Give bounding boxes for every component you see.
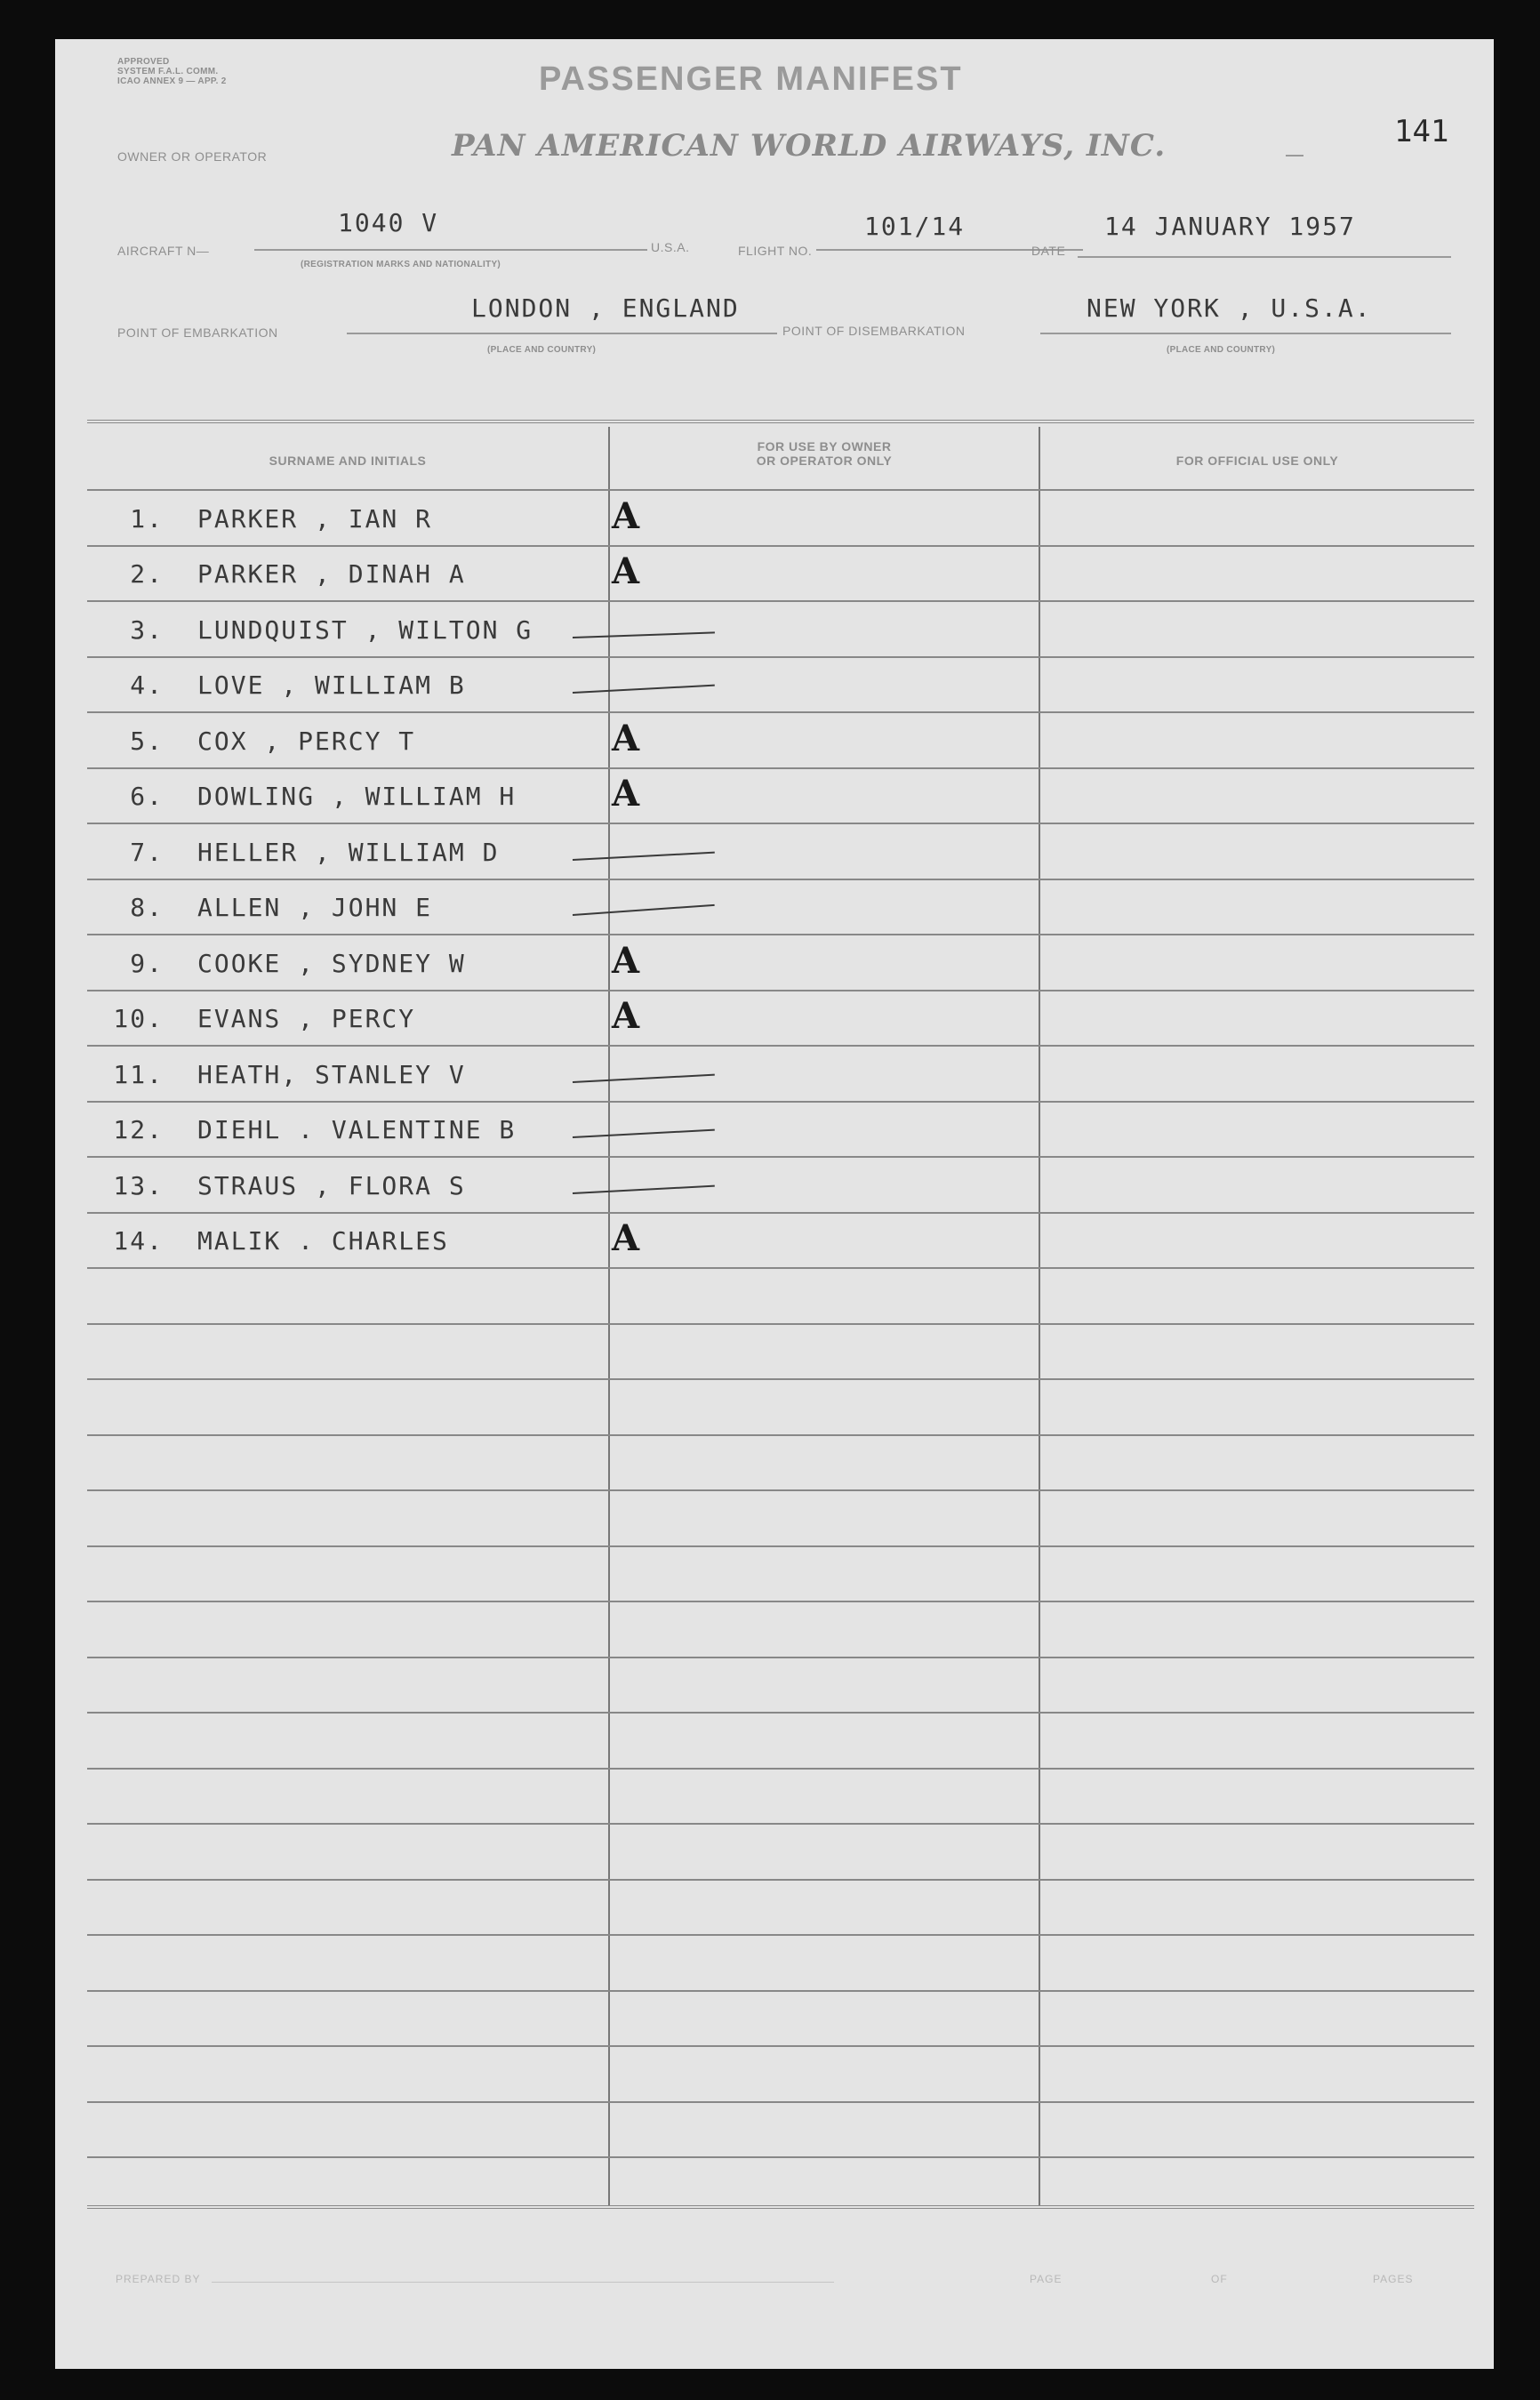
passenger-number: 10. (113, 1004, 164, 1033)
passenger-name: PARKER , IAN R (197, 504, 433, 534)
passenger-number: 5. (130, 726, 164, 756)
passenger-number: 7. (130, 838, 164, 867)
aircraft-value: 1040 V (338, 208, 439, 237)
row-rule (87, 2156, 1474, 2158)
passenger-number: 9. (130, 949, 164, 978)
passenger-name: LUNDQUIST , WILTON G (197, 615, 533, 645)
pages-label: PAGES (1373, 2273, 1414, 2285)
column-header-owner (610, 439, 1039, 468)
handwritten-dash (573, 904, 715, 916)
document-title: PASSENGER MANIFEST (539, 60, 963, 98)
row-rule (87, 1879, 1474, 1881)
passenger-name: MALIK . CHARLES (197, 1226, 449, 1256)
row-rule (87, 879, 1474, 880)
passenger-name: PARKER , DINAH A (197, 559, 466, 589)
owner-label: OWNER OR OPERATOR (117, 149, 268, 164)
approval-line: APPROVED (117, 57, 170, 67)
row-rule (87, 1712, 1474, 1714)
column-divider (1039, 427, 1040, 2205)
passenger-number: 8. (130, 893, 164, 922)
row-rule (87, 656, 1474, 658)
passenger-name: HEATH, STANLEY V (197, 1060, 466, 1089)
table-bottom-rule (87, 2205, 1474, 2209)
passenger-number: 1. (130, 504, 164, 534)
passenger-name: DIEHL . VALENTINE B (197, 1115, 517, 1144)
row-rule (87, 2101, 1474, 2103)
passenger-number: 3. (130, 615, 164, 645)
prepared-by-label: PREPARED BY (116, 2273, 201, 2285)
row-rule (87, 1323, 1474, 1325)
row-rule (87, 1212, 1474, 1214)
column-header-name: SURNAME AND INITIALS (269, 454, 427, 468)
row-rule (87, 767, 1474, 769)
handwritten-dash (573, 1129, 715, 1138)
approval-line: SYSTEM F.A.L. COMM. (117, 67, 219, 76)
row-rule (87, 489, 1474, 491)
row-rule (87, 600, 1474, 602)
handwritten-dash (573, 1185, 715, 1194)
embarkation-sublabel: (PLACE AND COUNTRY) (487, 345, 597, 355)
row-rule (87, 1267, 1474, 1269)
row-rule (87, 1990, 1474, 1992)
date-underline (1078, 256, 1451, 258)
owner-underline (1286, 155, 1303, 157)
passenger-name: HELLER , WILLIAM D (197, 838, 500, 867)
prepared-by-underline (212, 2282, 834, 2283)
row-rule (87, 1434, 1474, 1436)
passenger-number: 11. (113, 1060, 164, 1089)
passenger-number: 14. (113, 1226, 164, 1256)
row-rule (87, 1045, 1474, 1047)
row-rule (87, 1101, 1474, 1103)
approval-line: ICAO ANNEX 9 — APP. 2 (117, 76, 227, 86)
row-rule (87, 1657, 1474, 1658)
disembarkation-label: POINT OF DISEMBARKATION (782, 324, 966, 338)
passenger-number: 13. (113, 1171, 164, 1200)
passenger-name: LOVE , WILLIAM B (197, 670, 466, 700)
passenger-name: COX , PERCY T (197, 726, 416, 756)
manifest-sheet (55, 39, 1494, 2369)
row-rule (87, 1545, 1474, 1547)
row-rule (87, 1378, 1474, 1380)
of-label: OF (1211, 2273, 1228, 2285)
passenger-number: 12. (113, 1115, 164, 1144)
page-number: 141 (1394, 114, 1449, 149)
embarkation-label: POINT OF EMBARKATION (117, 325, 278, 340)
date-value: 14 JANUARY 1957 (1104, 212, 1356, 241)
passenger-name: STRAUS , FLORA S (197, 1171, 466, 1200)
row-rule (87, 1489, 1474, 1491)
flight-label: FLIGHT NO. (738, 244, 813, 258)
date-label: DATE (1031, 244, 1066, 258)
aircraft-sublabel: (REGISTRATION MARKS AND NATIONALITY) (301, 260, 501, 269)
row-rule (87, 1601, 1474, 1602)
passenger-number: 6. (130, 782, 164, 811)
handwritten-mark: A (612, 718, 640, 759)
column-header-owner-line: FOR USE BY OWNER (757, 439, 892, 454)
handwritten-mark: A (612, 773, 640, 815)
disembarkation-value: NEW YORK , U.S.A. (1087, 293, 1372, 323)
row-rule (87, 1156, 1474, 1158)
row-rule (87, 1768, 1474, 1770)
passenger-name: COOKE , SYDNEY W (197, 949, 466, 978)
operator-name: PAN AMERICAN WORLD AIRWAYS, INC. (452, 128, 1167, 164)
row-rule (87, 1823, 1474, 1825)
approval-block (117, 57, 227, 86)
column-header-official: FOR OFFICIAL USE ONLY (1175, 454, 1339, 468)
flight-value: 101/14 (864, 212, 966, 241)
nationality: U.S.A. (651, 240, 690, 254)
passenger-name: DOWLING , WILLIAM H (197, 782, 517, 811)
column-divider (608, 427, 610, 2205)
handwritten-dash (573, 852, 715, 861)
column-header-owner-line: OR OPERATOR ONLY (756, 454, 893, 468)
handwritten-mark: A (612, 995, 640, 1037)
passenger-number: 4. (130, 670, 164, 700)
disembarkation-sublabel: (PLACE AND COUNTRY) (1167, 345, 1276, 355)
handwritten-dash (573, 631, 715, 638)
handwritten-mark: A (612, 550, 640, 592)
passenger-number: 2. (130, 559, 164, 589)
row-rule (87, 711, 1474, 713)
row-rule (87, 545, 1474, 547)
row-rule (87, 1934, 1474, 1936)
passenger-name: EVANS , PERCY (197, 1004, 416, 1033)
row-rule (87, 934, 1474, 935)
page-label: PAGE (1030, 2273, 1063, 2285)
row-rule (87, 990, 1474, 991)
embarkation-underline (347, 333, 777, 334)
handwritten-mark: A (612, 495, 640, 537)
aircraft-underline (254, 249, 647, 251)
aircraft-label: AIRCRAFT N— (117, 244, 210, 258)
embarkation-value: LONDON , ENGLAND (471, 293, 740, 323)
disembarkation-underline (1040, 333, 1451, 334)
handwritten-dash (573, 685, 715, 694)
passenger-name: ALLEN , JOHN E (197, 893, 433, 922)
row-rule (87, 2045, 1474, 2047)
handwritten-mark: A (612, 1217, 640, 1259)
handwritten-dash (573, 1074, 715, 1083)
table-top-rule (87, 420, 1474, 423)
handwritten-mark: A (612, 940, 640, 982)
row-rule (87, 823, 1474, 824)
